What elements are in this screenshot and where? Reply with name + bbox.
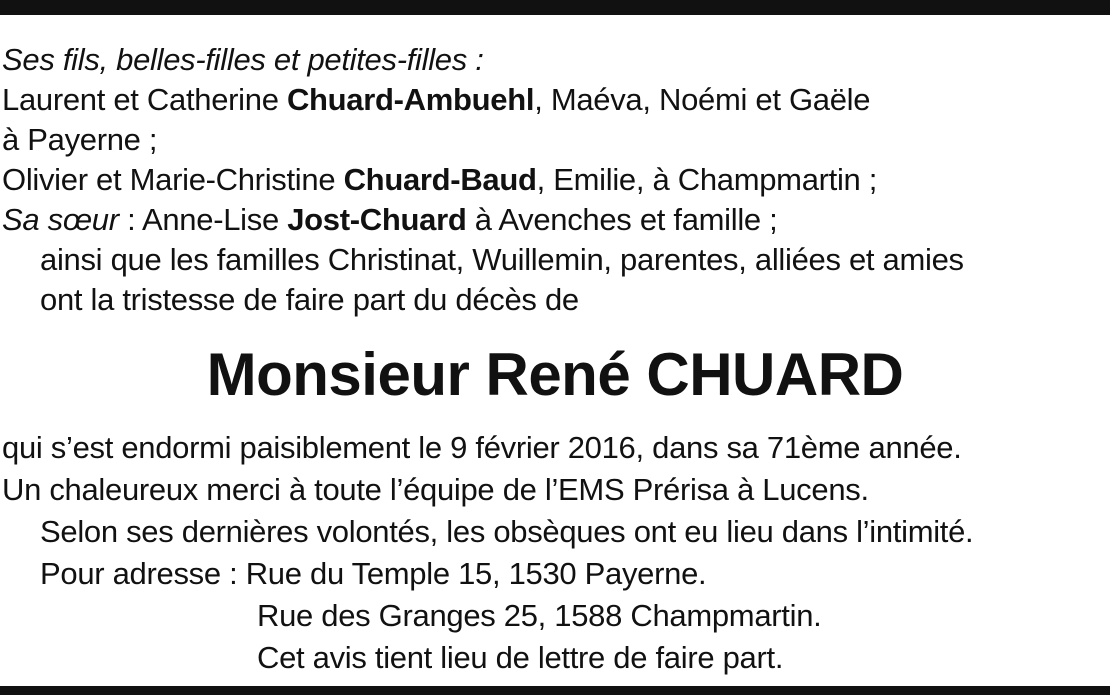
family-line-olivier [2,160,877,200]
details-line-thanks: Un chaleureux merci à toute l’équipe de l’EMS Prérisa à Lucens. [2,472,869,507]
family-text: à Avenches et famille ; [466,202,778,237]
family-surname: Chuard-Baud [343,162,537,197]
address-line-2: Rue des Granges 25, 1588 Champmartin. [257,598,822,633]
details-line-passing: qui s’est endormi paisiblement le 9 février 2016, dans sa 71ème année. [2,430,962,465]
family-line-others: ainsi que les familles Christinat, Wuillemin, parentes, alliées et amies [40,242,964,277]
family-text: , Maéva, Noémi et Gaële [534,82,871,117]
announcement-line: ont la tristesse de faire part du décès de [40,282,579,317]
sons-heading: Ses fils, belles-filles et petites-filles : [2,42,484,77]
sister-label: Sa sœur [2,202,119,237]
family-surname: Jost-Chuard [287,202,467,237]
family-text: Laurent et Catherine [2,82,287,117]
family-text: , Emilie, à Champmartin ; [536,162,878,197]
address-line-1: Pour adresse : Rue du Temple 15, 1530 Payerne. [40,556,707,591]
family-text: Olivier et Marie-Christine [2,162,344,197]
details-line-funeral: Selon ses dernières volontés, les obsèques ont eu lieu dans l’intimité. [40,514,974,549]
family-line-sister [2,200,778,240]
family-text: : Anne-Lise [118,202,288,237]
family-line-laurent [2,80,870,120]
family-surname: Chuard-Ambuehl [286,82,535,117]
deceased-name: Monsieur René CHUARD [206,341,904,408]
family-line-payerne: à Payerne ; [2,122,158,157]
bottom-border-rule [0,686,1110,695]
top-border-rule [0,0,1110,15]
notice-line: Cet avis tient lieu de lettre de faire part. [257,640,784,675]
